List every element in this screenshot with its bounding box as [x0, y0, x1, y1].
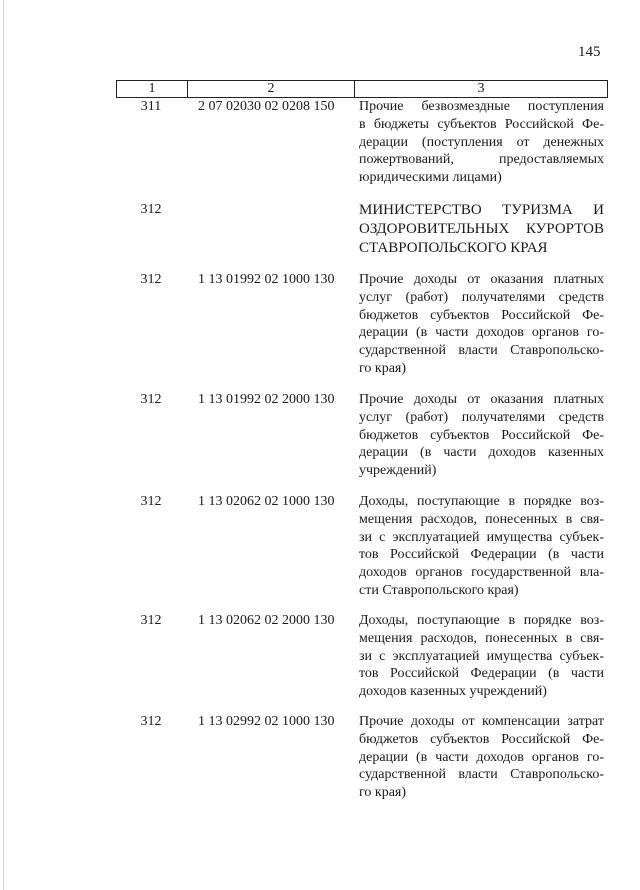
description-line: дерации (поступления от денежных: [359, 134, 604, 150]
income-description: [359, 493, 604, 600]
description-line: доходов органов государственной вла-: [359, 565, 604, 581]
table-header: [116, 80, 608, 98]
income-description: [359, 271, 604, 378]
header-col-3: 3: [354, 81, 608, 97]
budget-code: 1 13 01992 02 1000 130: [198, 272, 335, 287]
page-edge-line: [3, 0, 4, 890]
description-line: Прочие доходы от оказания платных: [359, 272, 604, 287]
description-line: тов Российской Федерации (в части: [359, 547, 604, 563]
description-line: пожертвований, предоставляемых: [359, 152, 604, 168]
description-line: зи с эксплуатацией имущества субъек-: [359, 648, 604, 664]
admin-code: 312: [140, 714, 162, 729]
description-line: сударственной власти Ставропольско-: [359, 343, 604, 359]
budget-code: 1 13 02992 02 1000 130: [198, 714, 335, 729]
description-line: го края): [359, 360, 407, 376]
description-line: дерации (в части доходов органов го-: [359, 749, 604, 765]
income-description: [359, 98, 604, 187]
description-line: услуг (работ) получателями средств: [359, 409, 604, 425]
ministry-title-line: ОЗДОРОВИТЕЛЬНЫХ КУРОРТОВ: [359, 221, 604, 237]
description-line: услуг (работ) получателями средств: [359, 289, 604, 305]
header-col-1: 1: [116, 81, 187, 97]
budget-code: 1 13 02062 02 2000 130: [198, 613, 335, 628]
budget-code: 1 13 02062 02 1000 130: [198, 494, 335, 509]
description-line: Доходы, поступающие в порядке воз-: [359, 613, 604, 628]
ministry-title-line: МИНИСТЕРСТВО ТУРИЗМА И: [359, 202, 604, 218]
admin-code: 312: [140, 494, 162, 509]
description-line: дерации (в части доходов казенных: [359, 445, 604, 461]
description-line: учреждений): [359, 463, 437, 479]
income-description: [359, 713, 604, 802]
admin-code: 312: [140, 202, 162, 217]
budget-code: 2 07 02030 02 0208 150: [198, 99, 335, 114]
ministry-title: [359, 201, 604, 258]
ministry-title-line: СТАВРОПОЛЬСКОГО КРАЯ: [359, 240, 548, 256]
description-line: дерации (в части доходов органов го-: [359, 325, 604, 341]
description-line: тов Российской Федерации (в части: [359, 666, 604, 682]
description-line: сударственной власти Ставропольско-: [359, 767, 604, 783]
page-number: 145: [578, 44, 601, 60]
description-line: зи с эксплуатацией имущества субъек-: [359, 529, 604, 545]
admin-code: 312: [140, 272, 162, 287]
description-line: бюджетов субъектов Российской Фе-: [359, 731, 604, 747]
income-description: [359, 391, 604, 480]
description-line: Прочие доходы от компенсации затрат: [359, 714, 604, 729]
header-col-2: 2: [187, 81, 354, 97]
budget-code: 1 13 01992 02 2000 130: [198, 392, 335, 407]
description-line: Прочие доходы от оказания платных: [359, 392, 604, 407]
description-line: мещения расходов, понесенных в свя-: [359, 511, 604, 527]
income-description: [359, 612, 604, 701]
description-line: доходов казенных учреждений): [359, 684, 547, 700]
description-line: юридическими лицами): [359, 170, 502, 186]
description-line: сти Ставропольского края): [359, 582, 519, 598]
description-line: го края): [359, 785, 407, 801]
description-line: бюджетов субъектов Российской Фе-: [359, 307, 604, 323]
description-line: Прочие безвозмездные поступления: [359, 99, 604, 114]
admin-code: 312: [140, 392, 162, 407]
description-line: бюджетов субъектов Российской Фе-: [359, 427, 604, 443]
admin-code: 312: [140, 613, 162, 628]
description-line: в бюджеты субъектов Российской Фе-: [359, 116, 604, 132]
admin-code: 311: [140, 99, 162, 114]
description-line: мещения расходов, понесенных в свя-: [359, 630, 604, 646]
description-line: Доходы, поступающие в порядке воз-: [359, 494, 604, 509]
